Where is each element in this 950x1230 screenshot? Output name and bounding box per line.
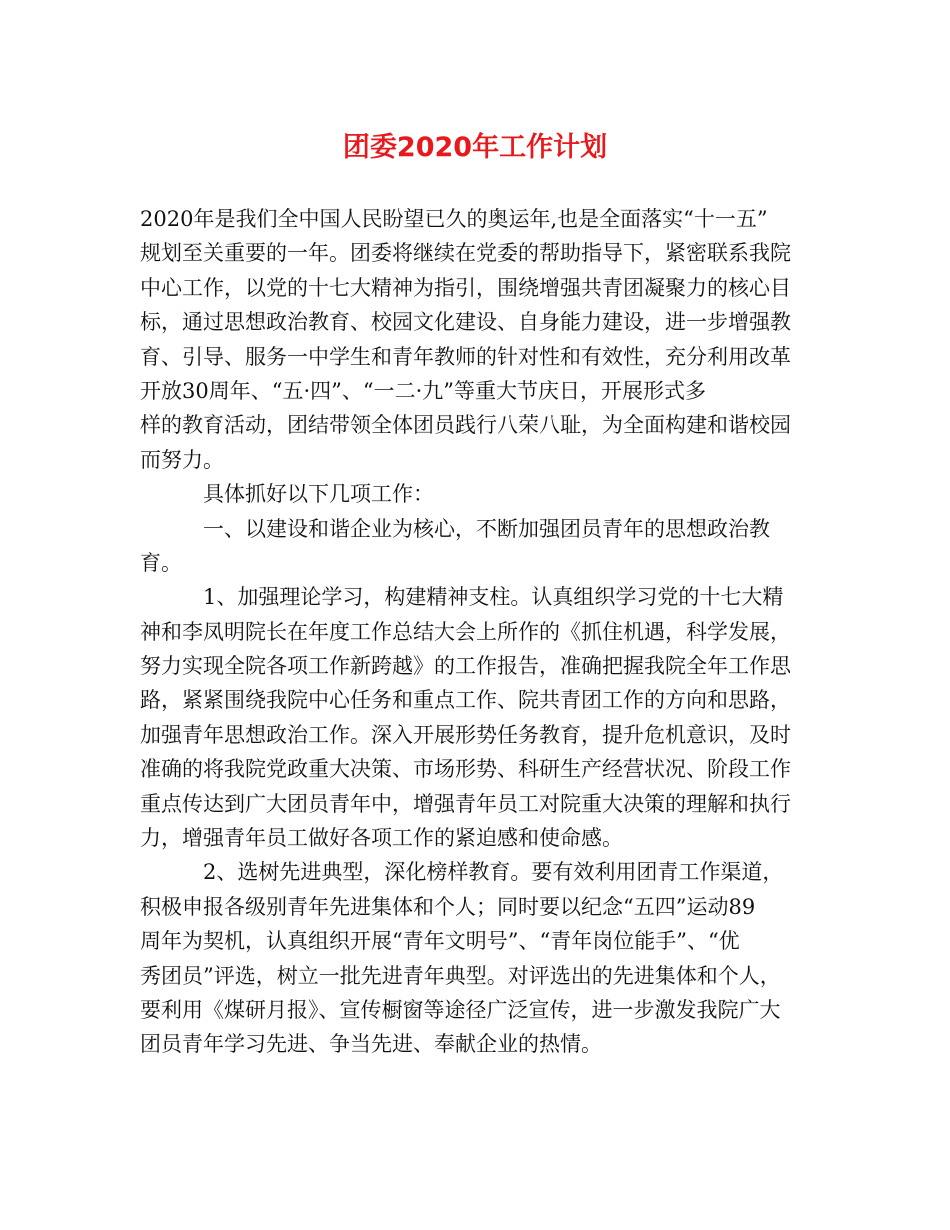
- body-line: 加强青年思想政治工作。深入开展形势任务教育，提升危机意识，及时: [140, 722, 791, 747]
- body-line: 努力实现全院各项工作新跨越》的工作报告，准确把握我院全年工作思: [140, 654, 791, 679]
- body-line: 周年为契机，认真组织开展“青年文明号”、“青年岗位能手”、“优: [140, 929, 740, 954]
- body-line: 样的教育活动，团结带领全体团员践行八荣八耻，为全面构建和谐校园: [140, 413, 791, 438]
- body-line: 中心工作，以党的十七大精神为指引，围绕增强共青团凝聚力的核心目: [140, 275, 791, 300]
- body-line: 准确的将我院党政重大决策、市场形势、科研生产经营状况、阶段工作: [140, 757, 791, 782]
- body-line: 团员青年学习先进、争当先进、奉献企业的热情。: [140, 1032, 602, 1057]
- body-line: 1、加强理论学习，构建精神支柱。认真组织学习党的十七大精: [140, 585, 784, 610]
- body-line: 开放30周年、“五·四”、“一二·九”等重大节庆日，开展形式多: [140, 378, 707, 403]
- body-line: 路，紧紧围绕我院中心任务和重点工作、院共青团工作的方向和思路，: [140, 688, 791, 713]
- body-line: 2、选树先进典型，深化榜样教育。要有效利用团青工作渠道，: [140, 860, 784, 885]
- body-line: 2020年是我们全中国人民盼望已久的奥运年,也是全面落实“十一五”: [140, 207, 768, 231]
- body-line: 一、以建设和谐企业为核心，不断加强团员青年的思想政治教: [140, 516, 770, 541]
- body-line: 要利用《煤研月报》、宣传橱窗等途径广泛宣传，进一步激发我院广大: [140, 997, 781, 1022]
- body-line: 规划至关重要的一年。团委将继续在党委的帮助指导下，紧密联系我院: [140, 241, 791, 266]
- body-line: 力，增强青年员工做好各项工作的紧迫感和使命感。: [140, 826, 623, 851]
- body-line: 育、引导、服务一中学生和青年教师的针对性和有效性，充分利用改革: [140, 344, 791, 369]
- body-line: 积极申报各级别青年先进集体和个人；同时要以纪念“五四”运动89: [140, 894, 756, 919]
- body-line: 而努力。: [140, 447, 224, 472]
- body-line: 育。: [140, 550, 182, 575]
- document-body: [140, 202, 812, 1062]
- body-line: 具体抓好以下几项工作：: [140, 482, 434, 507]
- body-line: 秀团员”评选，树立一批先进青年典型。对评选出的先进集体和个人，: [140, 963, 781, 988]
- body-line: 重点传达到广大团员青年中，增强青年员工对院重大决策的理解和执行: [140, 791, 791, 816]
- body-line: 标，通过思想政治教育、校园文化建设、自身能力建设，进一步增强教: [140, 310, 791, 335]
- body-line: 神和李凤明院长在年度工作总结大会上所作的《抓住机遇，科学发展，: [140, 619, 791, 644]
- document-title: 团委2020年工作计划: [342, 132, 608, 163]
